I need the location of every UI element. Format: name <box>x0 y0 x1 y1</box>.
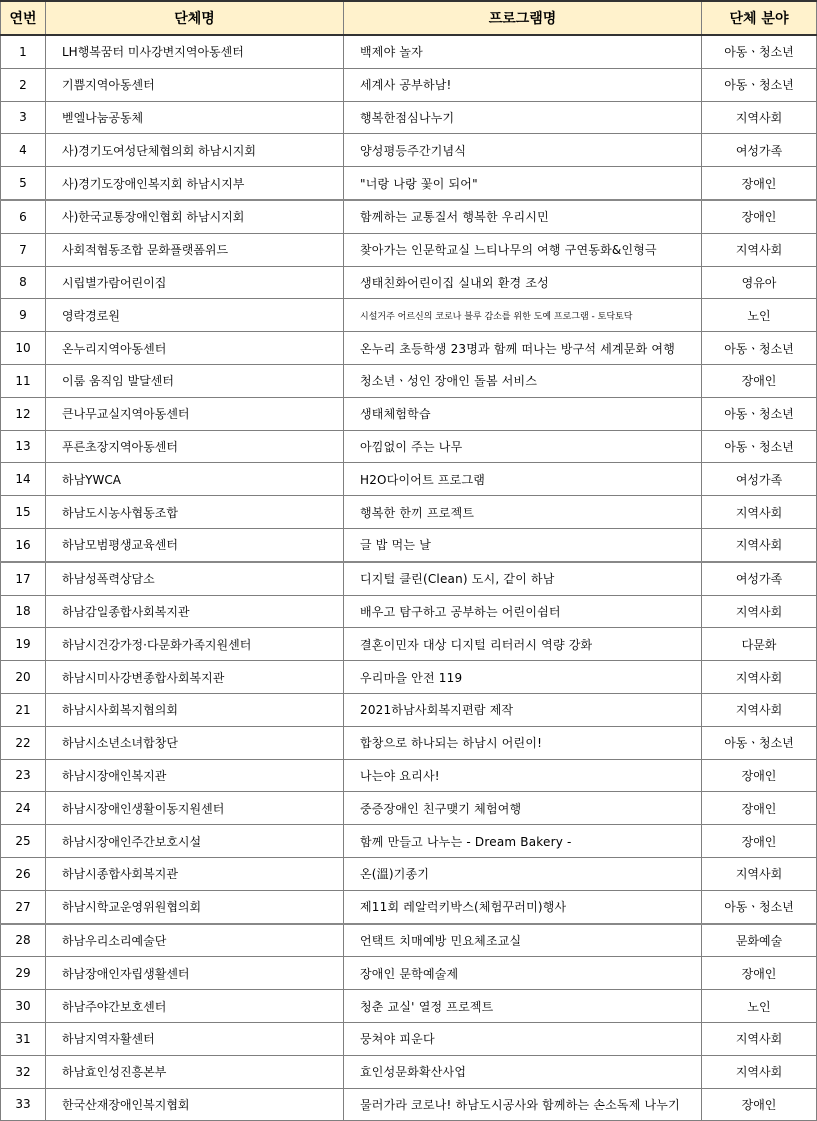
row-number: 21 <box>1 693 46 726</box>
program-name: 장애인 문학예술제 <box>344 957 702 990</box>
table-row <box>1 430 817 463</box>
table-row <box>1 726 817 759</box>
table-row <box>1 857 817 890</box>
program-name: 배우고 탐구하고 공부하는 어린이쉼터 <box>344 595 702 628</box>
table-row <box>1 397 817 430</box>
table-row <box>1 101 817 134</box>
table-row <box>1 332 817 365</box>
row-number: 26 <box>1 857 46 890</box>
org-field: 장애인 <box>702 759 817 792</box>
org-field: 여성가족 <box>702 134 817 167</box>
row-number: 27 <box>1 890 46 923</box>
program-name: 행복한 한끼 프로젝트 <box>344 496 702 529</box>
org-field: 아동ㆍ청소년 <box>702 726 817 759</box>
program-name: 행복한점심나누기 <box>344 101 702 134</box>
org-field: 아동ㆍ청소년 <box>702 332 817 365</box>
row-number: 23 <box>1 759 46 792</box>
table-row <box>1 825 817 858</box>
org-name: 하남모범평생교육센터 <box>46 528 344 561</box>
row-number: 22 <box>1 726 46 759</box>
org-field: 지역사회 <box>702 1022 817 1055</box>
header-no: 연번 <box>1 1 46 35</box>
org-name: 한국산재장애인복지협회 <box>46 1088 344 1121</box>
table-row <box>1 595 817 628</box>
program-name: 2021하남사회복지편람 제작 <box>344 693 702 726</box>
row-number: 28 <box>1 924 46 957</box>
table-row <box>1 792 817 825</box>
row-number: 19 <box>1 628 46 661</box>
program-name: 찾아가는 인문학교실 느티나무의 여행 구연동화&인형극 <box>344 233 702 266</box>
program-name: 디지털 클린(Clean) 도시, 같이 하남 <box>344 562 702 595</box>
program-name: "너랑 나랑 꽃이 되어" <box>344 167 702 200</box>
row-number: 5 <box>1 167 46 200</box>
org-field: 장애인 <box>702 792 817 825</box>
row-number: 17 <box>1 562 46 595</box>
org-name: 벧엘나눔공동체 <box>46 101 344 134</box>
org-field: 장애인 <box>702 167 817 200</box>
row-number: 31 <box>1 1022 46 1055</box>
row-number: 11 <box>1 364 46 397</box>
org-field: 지역사회 <box>702 101 817 134</box>
row-number: 6 <box>1 200 46 233</box>
table-row <box>1 693 817 726</box>
org-field: 장애인 <box>702 825 817 858</box>
table-row <box>1 266 817 299</box>
org-name: 하남시장애인복지관 <box>46 759 344 792</box>
row-number: 13 <box>1 430 46 463</box>
program-name: 물러가라 코로나! 하남도시공사와 함께하는 손소독제 나누기 <box>344 1088 702 1121</box>
program-name: 함께하는 교통질서 행복한 우리시민 <box>344 200 702 233</box>
program-name: 합창으로 하나되는 하남시 어린이! <box>344 726 702 759</box>
org-field: 아동ㆍ청소년 <box>702 890 817 923</box>
row-number: 18 <box>1 595 46 628</box>
table-row <box>1 35 817 68</box>
program-name: 시설거주 어르신의 코로나 블루 감소를 위한 도예 프로그램 - 토닥토닥 <box>344 299 702 332</box>
program-name: 나는야 요리사! <box>344 759 702 792</box>
org-name: 푸른초장지역아동센터 <box>46 430 344 463</box>
header-field: 단체 분야 <box>702 1 817 35</box>
org-name: 온누리지역아동센터 <box>46 332 344 365</box>
org-name: 이룸 움직임 발달센터 <box>46 364 344 397</box>
program-name: 뭉쳐야 피운다 <box>344 1022 702 1055</box>
program-name: 중증장애인 친구맺기 체험여행 <box>344 792 702 825</box>
table-row <box>1 1022 817 1055</box>
table-row <box>1 759 817 792</box>
table-row <box>1 957 817 990</box>
org-field: 장애인 <box>702 200 817 233</box>
table-row <box>1 628 817 661</box>
row-number: 25 <box>1 825 46 858</box>
org-name: 기쁨지역아동센터 <box>46 68 344 101</box>
org-name: LH행복꿈터 미사강변지역아동센터 <box>46 35 344 68</box>
org-name: 하남효인성진흥본부 <box>46 1055 344 1088</box>
org-field: 지역사회 <box>702 496 817 529</box>
org-name: 하남시종합사회복지관 <box>46 857 344 890</box>
org-field: 장애인 <box>702 364 817 397</box>
program-name: 결혼이민자 대상 디지털 리터러시 역량 강화 <box>344 628 702 661</box>
org-field: 지역사회 <box>702 233 817 266</box>
program-name: 함께 만들고 나누는 - Dream Bakery - <box>344 825 702 858</box>
row-number: 1 <box>1 35 46 68</box>
org-name: 하남시사회복지협의회 <box>46 693 344 726</box>
table-row <box>1 134 817 167</box>
table-row <box>1 1088 817 1121</box>
table-row <box>1 463 817 496</box>
table-row <box>1 167 817 200</box>
org-field: 아동ㆍ청소년 <box>702 397 817 430</box>
org-field: 지역사회 <box>702 661 817 694</box>
row-number: 9 <box>1 299 46 332</box>
org-name: 하남우리소리예술단 <box>46 924 344 957</box>
org-name: 하남YWCA <box>46 463 344 496</box>
row-number: 30 <box>1 990 46 1023</box>
org-name: 사)경기도장애인복지회 하남시지부 <box>46 167 344 200</box>
table-row <box>1 364 817 397</box>
program-name: 글 밥 먹는 날 <box>344 528 702 561</box>
program-name: 생태체험학습 <box>344 397 702 430</box>
org-field: 여성가족 <box>702 463 817 496</box>
org-field: 영유아 <box>702 266 817 299</box>
org-name: 시립별가람어린이집 <box>46 266 344 299</box>
org-name: 하남지역자활센터 <box>46 1022 344 1055</box>
row-number: 14 <box>1 463 46 496</box>
org-name: 하남성폭력상담소 <box>46 562 344 595</box>
program-name: 제11회 레알럭키박스(체험꾸러미)행사 <box>344 890 702 923</box>
program-name: 온(溫)기종기 <box>344 857 702 890</box>
row-number: 7 <box>1 233 46 266</box>
program-name: 언택트 치매예방 민요체조교실 <box>344 924 702 957</box>
row-number: 3 <box>1 101 46 134</box>
org-field: 지역사회 <box>702 857 817 890</box>
table-row <box>1 496 817 529</box>
row-number: 10 <box>1 332 46 365</box>
table-row <box>1 233 817 266</box>
org-field: 노인 <box>702 990 817 1023</box>
program-name: 생태친화어린이집 실내외 환경 조성 <box>344 266 702 299</box>
header-row <box>1 1 817 35</box>
org-name: 사)한국교통장애인협회 하남시지회 <box>46 200 344 233</box>
org-field: 아동ㆍ청소년 <box>702 35 817 68</box>
org-name: 하남장애인자립생활센터 <box>46 957 344 990</box>
row-number: 4 <box>1 134 46 167</box>
org-name: 사회적협동조합 문화플랫폼위드 <box>46 233 344 266</box>
org-name: 하남도시농사협동조합 <box>46 496 344 529</box>
org-field: 지역사회 <box>702 595 817 628</box>
row-number: 33 <box>1 1088 46 1121</box>
row-number: 15 <box>1 496 46 529</box>
table-row <box>1 924 817 957</box>
program-name: 청소년ㆍ성인 장애인 돌봄 서비스 <box>344 364 702 397</box>
table-body <box>1 35 817 1121</box>
table-row <box>1 1055 817 1088</box>
row-number: 12 <box>1 397 46 430</box>
row-number: 32 <box>1 1055 46 1088</box>
row-number: 16 <box>1 528 46 561</box>
table-row <box>1 890 817 923</box>
program-name: 백제야 놀자 <box>344 35 702 68</box>
org-name: 하남시미사강변종합사회복지관 <box>46 661 344 694</box>
header-program: 프로그램명 <box>344 1 702 35</box>
org-field: 장애인 <box>702 957 817 990</box>
program-name: 우리마을 안전 119 <box>344 661 702 694</box>
program-name: 온누리 초등학생 23명과 함께 떠나는 방구석 세계문화 여행 <box>344 332 702 365</box>
org-name: 하남시소년소녀합창단 <box>46 726 344 759</box>
org-name: 하남시학교운영위원협의회 <box>46 890 344 923</box>
org-name: 하남감일종합사회복지관 <box>46 595 344 628</box>
row-number: 2 <box>1 68 46 101</box>
org-field: 노인 <box>702 299 817 332</box>
table-row <box>1 68 817 101</box>
org-name: 하남시장애인생활이동지원센터 <box>46 792 344 825</box>
header-org: 단체명 <box>46 1 344 35</box>
table-row <box>1 528 817 561</box>
org-field: 아동ㆍ청소년 <box>702 430 817 463</box>
table-row <box>1 661 817 694</box>
program-name: 세계사 공부하남! <box>344 68 702 101</box>
program-name: 효인성문화확산사업 <box>344 1055 702 1088</box>
org-name: 하남시장애인주간보호시설 <box>46 825 344 858</box>
org-name: 사)경기도여성단체협의회 하남시지회 <box>46 134 344 167</box>
org-field: 다문화 <box>702 628 817 661</box>
row-number: 8 <box>1 266 46 299</box>
row-number: 24 <box>1 792 46 825</box>
program-name: H2O다이어트 프로그램 <box>344 463 702 496</box>
table-row <box>1 990 817 1023</box>
program-name: 양성평등주간기념식 <box>344 134 702 167</box>
org-field: 지역사회 <box>702 528 817 561</box>
org-name: 영락경로원 <box>46 299 344 332</box>
org-field: 여성가족 <box>702 562 817 595</box>
org-field: 장애인 <box>702 1088 817 1121</box>
program-name: 아낌없이 주는 나무 <box>344 430 702 463</box>
org-field: 문화예술 <box>702 924 817 957</box>
row-number: 29 <box>1 957 46 990</box>
table-row <box>1 200 817 233</box>
program-name: 청춘 교실' 열정 프로젝트 <box>344 990 702 1023</box>
org-field: 지역사회 <box>702 693 817 726</box>
org-name: 큰나무교실지역아동센터 <box>46 397 344 430</box>
org-name: 하남시건강가정·다문화가족지원센터 <box>46 628 344 661</box>
org-field: 아동ㆍ청소년 <box>702 68 817 101</box>
table-row <box>1 562 817 595</box>
org-field: 지역사회 <box>702 1055 817 1088</box>
row-number: 20 <box>1 661 46 694</box>
org-name: 하남주야간보호센터 <box>46 990 344 1023</box>
table-row <box>1 299 817 332</box>
